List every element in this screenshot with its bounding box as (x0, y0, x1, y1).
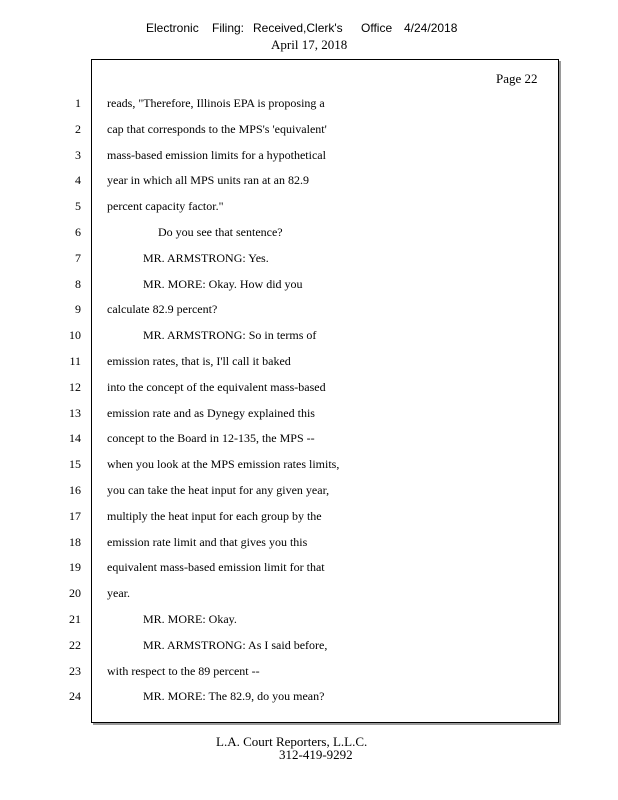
line-text: multiply the heat input for each group by the (107, 509, 322, 523)
line-number: 13 (69, 406, 81, 420)
line-number: 20 (69, 586, 81, 600)
line-number: 10 (69, 328, 81, 342)
header-filing: Filing: (212, 21, 245, 35)
line-number: 18 (69, 535, 81, 549)
footer-company: L.A. Court Reporters, L.L.C. (216, 734, 368, 749)
line-number: 12 (69, 380, 81, 394)
line-text: year in which all MPS units ran at an 82.9 (107, 173, 309, 187)
line-number: 19 (69, 560, 81, 574)
line-text: you can take the heat input for any given year, (107, 483, 330, 497)
line-text: emission rate limit and that gives you this (107, 535, 308, 549)
header-office: Office (361, 21, 393, 35)
page-number: Page 22 (496, 71, 538, 86)
line-number: 11 (69, 354, 81, 368)
line-text: mass-based emission limits for a hypothetical (107, 148, 326, 162)
line-text: MR. ARMSTRONG: As I said before, (143, 638, 328, 652)
line-text: equivalent mass-based emission limit for that (107, 560, 325, 574)
line-text: emission rate and as Dynegy explained this (107, 406, 315, 420)
line-number: 16 (69, 483, 81, 497)
line-number: 6 (75, 225, 81, 239)
line-number: 1 (75, 96, 81, 110)
line-text: MR. MORE: The 82.9, do you mean? (143, 689, 325, 703)
header-received: Received,Clerk's (253, 21, 343, 35)
line-text: MR. ARMSTRONG: Yes. (143, 251, 269, 265)
line-number: 8 (75, 277, 81, 291)
transcript-date: April 17, 2018 (271, 37, 348, 52)
line-number: 24 (69, 689, 81, 703)
line-text: emission rates, that is, I'll call it baked (107, 354, 291, 368)
line-text: calculate 82.9 percent? (107, 302, 218, 316)
header-stamp-date: 4/24/2018 (404, 21, 458, 35)
line-number: 14 (69, 431, 81, 445)
line-text: into the concept of the equivalent mass-based (107, 380, 326, 394)
line-text: year. (107, 586, 130, 600)
line-number: 3 (75, 148, 81, 162)
line-text: MR. MORE: Okay. (143, 612, 237, 626)
line-number: 22 (69, 638, 81, 652)
line-number: 2 (75, 122, 81, 136)
line-text: concept to the Board in 12-135, the MPS -- (107, 431, 315, 445)
header-electronic: Electronic (146, 21, 199, 35)
line-text: MR. MORE: Okay. How did you (143, 277, 303, 291)
line-text: when you look at the MPS emission rates limits, (107, 457, 340, 471)
line-number: 5 (75, 199, 81, 213)
line-text: with respect to the 89 percent -- (107, 664, 260, 678)
line-text: Do you see that sentence? (158, 225, 283, 239)
line-number: 4 (75, 173, 81, 187)
line-number: 9 (75, 302, 81, 316)
line-text: percent capacity factor." (107, 199, 224, 213)
line-text: MR. ARMSTRONG: So in terms of (143, 328, 317, 342)
line-number: 7 (75, 251, 81, 265)
line-text: reads, "Therefore, Illinois EPA is proposing a (107, 96, 325, 110)
footer-phone: 312-419-9292 (279, 747, 353, 762)
line-number: 23 (69, 664, 81, 678)
line-number: 15 (69, 457, 81, 471)
line-number: 21 (69, 612, 81, 626)
line-text: cap that corresponds to the MPS's 'equivalent' (107, 122, 327, 136)
line-number: 17 (69, 509, 81, 523)
